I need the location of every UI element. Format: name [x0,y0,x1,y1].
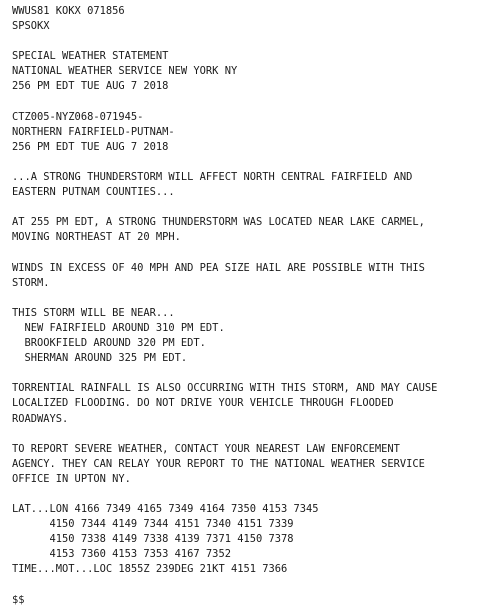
hazard-line: STORM. [12,276,50,289]
storm-near-item: BROOKFIELD AROUND 320 PM EDT. [12,337,206,350]
latlon-polygon-line: LAT...LON 4166 7349 4165 7349 4164 7350 4153 7345 [12,503,319,516]
flooding-line: ROADWAYS. [12,412,69,425]
blank-line [12,246,499,261]
time-mot-loc-line: TIME...MOT...LOC 1855Z 239DEG 21KT 4151 7366 [12,563,288,576]
blank-line [12,427,499,442]
storm-location-line: MOVING NORTHEAST AT 20 MPH. [12,231,181,244]
headline-line: EASTERN PUTNAM COUNTIES... [12,186,175,199]
flooding-line: TORRENTIAL RAINFALL IS ALSO OCCURRING WITH THIS STORM, AND MAY CAUSE [12,382,438,395]
latlon-polygon-line: 4150 7344 4149 7344 4151 7340 4151 7339 [12,518,294,531]
blank-line [12,155,499,170]
blank-line [12,95,499,110]
issuing-office: NATIONAL WEATHER SERVICE NEW YORK NY [12,65,238,78]
storm-location-line: AT 255 PM EDT, A STRONG THUNDERSTORM WAS LOCATED NEAR LAKE CARMEL, [12,216,425,229]
blank-line [12,487,499,502]
report-line: TO REPORT SEVERE WEATHER, CONTACT YOUR NEAREST LAW ENFORCEMENT [12,442,400,455]
hazard-line: WINDS IN EXCESS OF 40 MPH AND PEA SIZE HAIL ARE POSSIBLE WITH THIS [12,261,425,274]
end-of-product-marker: $$ [12,593,25,606]
storm-near-item: NEW FAIRFIELD AROUND 310 PM EDT. [12,321,225,334]
storm-near-item: SHERMAN AROUND 325 PM EDT. [12,352,188,365]
blank-line [12,200,499,215]
blank-line [12,366,499,381]
issue-time: 256 PM EDT TUE AUG 7 2018 [12,80,169,93]
latlon-polygon-line: 4150 7338 4149 7338 4139 7371 4150 7378 [12,533,294,546]
ugc-zone-codes: CTZ005-NYZ068-071945- [12,110,144,123]
blank-line [12,578,499,593]
flooding-line: LOCALIZED FLOODING. DO NOT DRIVE YOUR VEHICLE THROUGH FLOODED [12,397,394,410]
headline-line: ...A STRONG THUNDERSTORM WILL AFFECT NORTH CENTRAL FAIRFIELD AND [12,171,413,184]
blank-line [12,34,499,49]
report-line: OFFICE IN UPTON NY. [12,472,131,485]
report-line: AGENCY. THEY CAN RELAY YOUR REPORT TO THE NATIONAL WEATHER SERVICE [12,457,425,470]
blank-line [12,291,499,306]
zone-issue-time: 256 PM EDT TUE AUG 7 2018 [12,140,169,153]
latlon-polygon-line: 4153 7360 4153 7353 4167 7352 [12,548,231,561]
wmo-header-line: WWUS81 KOKX 071856 [12,5,125,17]
statement-title: SPECIAL WEATHER STATEMENT [12,50,169,63]
awips-id-line: SPSOKX [12,20,50,33]
zone-area-names: NORTHERN FAIRFIELD-PUTNAM- [12,125,175,138]
storm-near-intro: THIS STORM WILL BE NEAR... [12,306,175,319]
